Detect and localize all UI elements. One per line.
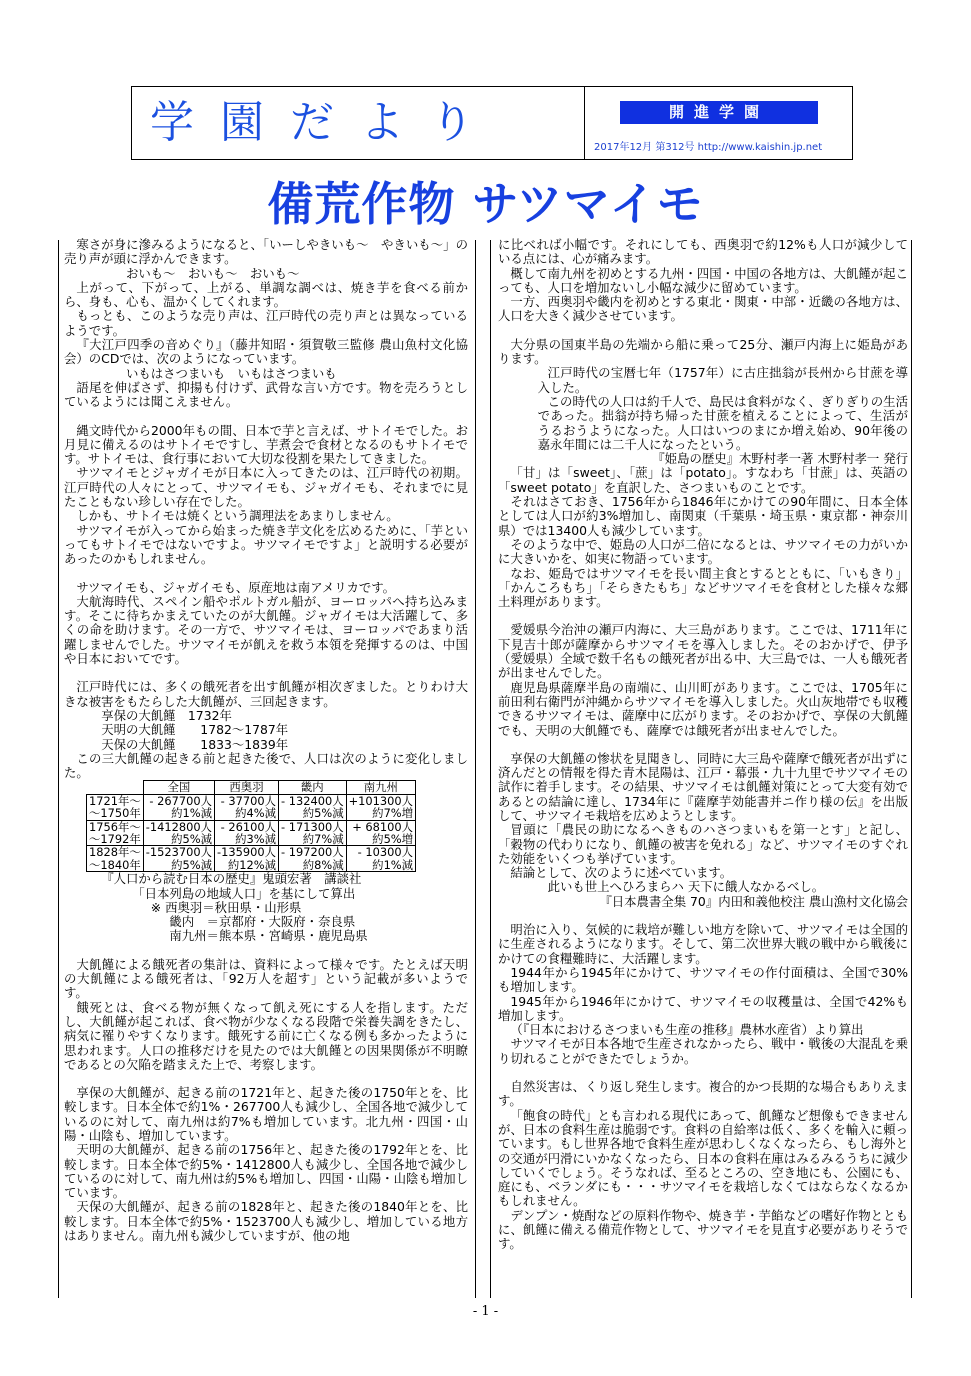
paragraph: この三大飢饉の起きる前と起きた後で、人口は次のように変化しました。 bbox=[64, 750, 468, 781]
paragraph: デンプン・焼酎などの原料作物や、焼き芋・芋餡などの嗜好作物とともに、飢饉に備える備荒作物として、サツマイモを見直す必要がありそうです。 bbox=[498, 1207, 908, 1252]
left-column-rule bbox=[58, 240, 59, 1298]
paragraph: 大分県の国東半島の先端から船に乗って25分、瀬戸内海上に姫島があります。 bbox=[498, 336, 908, 367]
cell-rate: 約3%減 bbox=[235, 832, 276, 847]
paragraph: 『大江戸四季の音めぐり』（藤井知昭・須賀敬三監修 農山魚村文化協会）のCDでは、次のようになっています。 bbox=[64, 337, 468, 367]
cell-rate: 約8%減 bbox=[302, 857, 344, 872]
cell-rate: 約5%増 bbox=[372, 832, 414, 847]
quote: 江戸時代の宝暦七年（1757年）に古庄拙翁が長州から甘蔗を導入した。 bbox=[537, 365, 908, 395]
newsletter-title: 学園だより bbox=[150, 97, 500, 148]
period-end: ～1750年 bbox=[89, 806, 141, 821]
famine-list-item: 享保の大飢饉 1732年 bbox=[101, 707, 232, 723]
paragraph: 冒頭に「農民の助になるへきものハさつまいもを第一とす」と記し、「穀物の代わりになり、飢饉の被害を免れる」など、サツマイモのすぐれた効能をいくつも挙げています。 bbox=[498, 822, 908, 866]
table-header: 全国 bbox=[143, 781, 214, 794]
footnote: 南九州＝熊本県・宮崎県・鹿児島県 bbox=[169, 928, 368, 944]
paragraph: サツマイモが入ってから始まった焼き芋文化を広めるために、「芋といってもサトイモではないですよ。サツマイモですよ」と説明する必要があったのかもしれません。 bbox=[64, 522, 468, 567]
cell-count: -1523700人 bbox=[145, 845, 213, 860]
cell-rate: 約12%減 bbox=[227, 857, 276, 872]
period-end: ～1840年 bbox=[89, 857, 141, 872]
quote: 此いも世上へひろまらハ 天下に餓人なかるべし。 bbox=[547, 879, 825, 895]
right-column bbox=[498, 238, 908, 1298]
paragraph: 語尾を伸ばさず、抑揚も付けず、武骨な言い方です。物を売ろうとしているようには聞こえません。 bbox=[64, 379, 468, 410]
footnote: 畿内 ＝京都府・大阪府・奈良県 bbox=[169, 914, 356, 930]
masthead-box bbox=[131, 86, 853, 160]
quote: この時代の人口は約千人で、島民は食料がなく、ぎりぎりの生活であった。拙翁が持ち帰った甘蔗を植えることによって、生活がうるおうようになった。人口はいつのまにか増え始め、90年後の嘉永年間には二千人になったという。 bbox=[537, 393, 908, 452]
paragraph: 「甘」は「sweet」、「蔗」は「potato」。すなわち「甘蔗」は、英語の「sweet potato」を直訳した、さつまいものことです。 bbox=[498, 465, 908, 495]
paragraph: 「飽食の時代」とも言われる現代にあって、飢饉など想像もできませんが、日本の食料生産は脆弱です。食料の自給率は低く、多くを輸入に頼っています。もし世界各地で食料生産が思わしくなくなったら、もし海外との交通が円滑にいかなくなったら、日本の食料在庫はみるみるうちに減少していくでしょう。そうなれば、至るところの、空き地にも、公園にも、庭にも、ベランダにも・・・サツマイモを栽培しなくてはならなくなるかもしれません。 bbox=[498, 1107, 908, 1209]
paragraph: 明治に入り、気候的に栽培が難しい地方を除いて、サツマイモは全国的に生産されるようになります。そして、第二次世界大戦の戦中から戦後にかけての食糧難時に、大活躍します。 bbox=[498, 922, 908, 966]
chant-line: いもはさつまいも いもはさつまいも bbox=[126, 365, 337, 381]
population-table bbox=[86, 780, 416, 872]
cell-rate: 約7%減 bbox=[302, 832, 344, 847]
page-number: - 1 - bbox=[472, 1304, 499, 1319]
paragraph: 自然災害は、くり返し発生します。複合的かつ長期的な場合もありえます。 bbox=[498, 1079, 908, 1109]
table-row bbox=[87, 846, 416, 872]
paragraph: しかも、サトイモは焼くという調理法をあまりしません。 bbox=[76, 508, 399, 524]
cell-count: - 37700人 bbox=[220, 793, 276, 808]
paragraph: 上がって、下がって、上がる、単調な調べは、焼き芋を食べる前から、身も、心も、温かくしてくれます。 bbox=[64, 279, 468, 310]
cell-count: - 267700人 bbox=[149, 793, 213, 808]
school-name-badge: 開進学園 bbox=[620, 101, 818, 124]
cell-rate: 約1%減 bbox=[372, 857, 414, 872]
table-header: 西奥羽 bbox=[215, 781, 279, 794]
paragraph: サツマイモとジャガイモが日本に入ってきたのは、江戸時代の初期。江戸時代の人々にとって、サツマイモも、ジャガイモも、それまでに見たこともない珍しい存在でした。 bbox=[64, 465, 468, 510]
quote-source: 『日本農書全集 70』内田和義他校注 農山漁村文化協会 bbox=[599, 893, 908, 909]
footnote: ※ 西奥羽＝秋田県・山形県 bbox=[150, 899, 302, 915]
paragraph: 縄文時代から2000年もの間、日本で芋と言えば、サトイモでした。お月見に備えるのはサトイモですし、芋煮会で食材となるのもサトイモです。サトイモは、食行事において大切な役割を果たしてきました。 bbox=[64, 422, 468, 467]
paragraph: 天明の大飢饉が、起きる前の1756年と、起きた後の1792年とを、比較します。日本全体で約5%・1412800人も減少し、全国各地で減少しているのに対して、南九州は約5%も増加し、四国・山陽・山陰も増加しています。 bbox=[64, 1142, 468, 1201]
chant-line: おいも～ おいも～ おいも～ bbox=[126, 265, 300, 281]
paragraph: 愛媛県今治沖の瀬戸内海に、大三島があります。ここでは、1711年に下見吉十郎が薩摩からサツマイモを導入しました。そのおかげで、伊予（愛媛県）全域で数千名もの餓死者が出る中、大三島では、一人も餓死者が出ませんでした。 bbox=[498, 622, 908, 681]
issue-info: 2017年12月 第312号 http://www.kaishin.jp.net bbox=[594, 142, 823, 153]
article-title: 備荒作物 サツマイモ bbox=[267, 177, 704, 231]
quote-source: 『姫島の歴史』木野村孝一著 木野村孝一 発行 bbox=[652, 451, 908, 467]
cell-count: - 26100人 bbox=[220, 819, 276, 834]
period-start: 1828年～ bbox=[89, 845, 141, 860]
cell-count: +101300人 bbox=[348, 793, 414, 808]
paragraph: それはさておき、1756年から1846年にかけての90年間に、日本全体としては人口が約3%増加し、南関東（千葉県・埼玉県・東京都・神奈川県）では13400人も減少しています。 bbox=[498, 494, 908, 538]
period-end: ～1792年 bbox=[89, 832, 141, 847]
paragraph: に比べれば小幅です。それにしても、西奥羽で約12%も人口が減少している点には、心が痛みます。 bbox=[498, 238, 908, 267]
cell-rate: 約7%増 bbox=[372, 806, 414, 821]
cell-count: - 197200人 bbox=[281, 845, 344, 860]
table-header: 南九州 bbox=[346, 781, 415, 794]
table-row bbox=[87, 820, 416, 846]
cell-count: -135900人 bbox=[217, 845, 276, 860]
famine-list-item: 天明の大飢饉 1782～1787年 bbox=[101, 722, 289, 738]
cell-count: -1412800人 bbox=[145, 819, 213, 834]
right-column-rule bbox=[911, 240, 912, 1298]
paragraph: 大飢饉による餓死者の集計は、資料によって様々です。たとえば天明の大飢饉による餓死者は、「92万人を超す」という記載が多いようです。 bbox=[64, 956, 468, 1001]
paragraph: 概して南九州を初めとする九州・四国・中国の各地方は、大飢饉が起こっても、人口を増加ないし小幅な減少に留めています。 bbox=[498, 265, 908, 295]
left-column bbox=[64, 238, 468, 1298]
cell-rate: 約5%減 bbox=[171, 857, 213, 872]
cell-rate: 約5%減 bbox=[302, 806, 344, 821]
source-citation: 「日本列島の地域人口」を基にして算出 bbox=[132, 885, 356, 901]
paragraph: 一方、西奥羽や畿内を初めとする東北・関東・中部・近畿の各地方は、人口を大きく減少させています。 bbox=[498, 294, 908, 324]
paragraph: 寒さが身に滲みるようになると、「いーしやきいも～ やきいも～」の売り声が頭に浮かんできます。 bbox=[64, 238, 468, 267]
paragraph: 天保の大飢饉が、起きる前の1828年と、起きた後の1840年とを、比較します。日本全体で約5%・1523700人も減少し、増加している地方はありません。南九州も減少していますが、他の地 bbox=[64, 1199, 468, 1244]
period-start: 1721年～ bbox=[89, 793, 141, 808]
paragraph: サツマイモも、ジャガイモも、原産地は南アメリカです。 bbox=[76, 579, 396, 595]
cell-count: + 68100人 bbox=[352, 819, 414, 834]
paragraph: 結論として、次のように述べています。 bbox=[510, 865, 733, 881]
paragraph: 鹿児島県薩摩半島の南端に、山川町があります。ここでは、1705年に前田利右衛門が沖縄からサツマイモを導入しました。火山灰地帯でも収穫できるサツマイモは、薩摩中に広がります。そのおかげで、享保の大飢饉でも、天明の大飢饉でも、薩摩では餓死者が出ませんでした。 bbox=[498, 679, 908, 738]
masthead-divider bbox=[584, 87, 585, 159]
paragraph: 江戸時代には、多くの餓死者を出す飢饉が相次ぎました。とりわけ大きな被害をもたらした大飢饉が、三回起きます。 bbox=[64, 679, 468, 709]
left-column-rule-right bbox=[475, 240, 476, 1298]
source-citation: （『日本におけるさつまいも生産の推移』農林水産省）より算出 bbox=[510, 1022, 864, 1038]
table-header: 畿内 bbox=[279, 781, 347, 794]
cell-rate: 約4%減 bbox=[235, 806, 276, 821]
paragraph: 1944年から1945年にかけて、サツマイモの作付面積は、全国で30%も増加します。 bbox=[498, 964, 908, 995]
right-column-rule-left bbox=[490, 240, 491, 1298]
period-start: 1756年～ bbox=[89, 819, 141, 834]
paragraph: 1945年から1946年にかけて、サツマイモの収穫量は、全国で42%も増加します。 bbox=[498, 993, 908, 1023]
cell-count: - 171300人 bbox=[281, 819, 344, 834]
paragraph: サツマイモが日本各地で生産されなかったら、戦中・戦後の大混乱を乗り切れることができたでしょうか。 bbox=[498, 1036, 908, 1066]
paragraph: 享保の大飢饉の惨状を見聞きし、同時に大三島や薩摩で餓死者が出ずに済んだとの情報を得た青木昆陽は、江戸・幕張・九十九里でサツマイモの試作に着手します。その結果、サツマイモは飢饉対策にとって大変有効であるとの結論に達し、1734年に『薩摩芋効能書并ニ作り様の伝』を出版して、サツマイモ栽培を広めようとします。 bbox=[498, 750, 908, 823]
cell-count: - 132400人 bbox=[281, 793, 344, 808]
paragraph: 餓死とは、食べる物が無くなって飢え死にする人を指します。ただし、大飢饉が起これば、食べ物が少なくなる段階で栄養失調をきたし、病気に罹りやすくなります。餓死する前に亡くなる例も多かったように思われます。人口の推移だけを見たのでは大飢饉との因果関係が不明瞭であるとの欠陥を踏まえた上で、考察します。 bbox=[64, 999, 468, 1072]
paragraph: そのような中で、姫島の人口が二倍になるとは、サツマイモの力がいかに大きいかを、如実に物語っています。 bbox=[498, 536, 908, 567]
source-citation: 『人口から読む日本の歴史』鬼頭宏著 講談社 bbox=[101, 871, 362, 887]
table-row bbox=[87, 794, 416, 820]
cell-rate: 約1%減 bbox=[171, 806, 213, 821]
paragraph: なお、姫島ではサツマイモを長い間主食とするとともに、「いもきり」「かんころもち」「そらきたもち」などサツマイモを食材とした様々な郷土料理があります。 bbox=[498, 565, 908, 610]
paragraph: 大航海時代、スペイン船やポルトガル船が、ヨーロッパへ持ち込みます。そこに待ちかまえていたのが大飢饉。ジャガイモは大活躍して、多くの命を助けます。その一方で、サツマイモは、ヨーロッパであまり活躍しませんでした。サツマイモが飢えを救う本領を発揮するのは、中国や日本においてです。 bbox=[64, 593, 468, 667]
cell-count: - 10300人 bbox=[357, 845, 414, 860]
paragraph: 享保の大飢饉が、起きる前の1721年と、起きた後の1750年とを、比較します。日本全体で約1%・267700人も減少し、全国各地で減少しているのに対して、南九州は約7%も増加しています。北九州・四国・山陽・山陰も、増加しています。 bbox=[64, 1085, 468, 1143]
famine-list-item: 天保の大飢饉 1833～1839年 bbox=[101, 736, 289, 752]
cell-rate: 約5%減 bbox=[171, 832, 213, 847]
paragraph: もっとも、このような売り声は、江戸時代の売り声とは異なっているようです。 bbox=[64, 308, 468, 338]
